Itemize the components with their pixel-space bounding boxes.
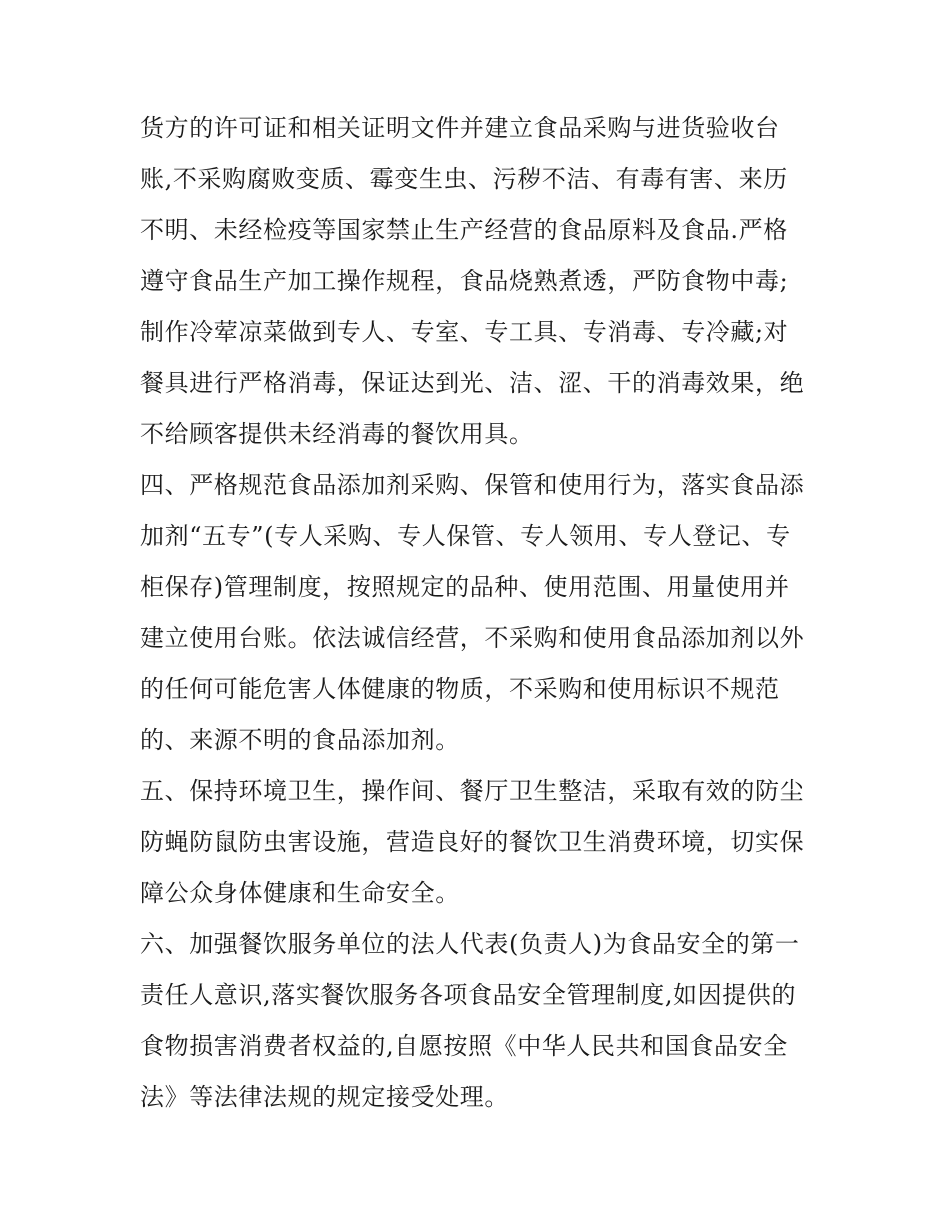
text-line: 货方的许可证和相关证明文件并建立食品采购与进货验收台 [140,114,780,142]
text-line: 防蝇防鼠防虫害设施，营造良好的餐饮卫生消费环境，切实保 [140,828,805,856]
section-five-line: 五、保持环境卫生，操作间、餐厅卫生整洁，采取有效的防尘 [140,777,805,805]
text-line: 柜保存)管理制度，按照规定的品种、使用范围、用量使用并 [140,573,790,601]
text-line: 制作冷荤凉菜做到专人、专室、专工具、专消毒、专冷藏;对 [140,318,789,346]
section-six-line: 六、加强餐饮服务单位的法人代表(负责人)为食品安全的第一 [140,930,800,958]
section-four-line: 四、严格规范食品添加剂采购、保管和使用行为，落实食品添 [140,471,805,499]
text-line: 食物损害消费者权益的,自愿按照《中华人民共和国食品安全 [140,1032,788,1060]
text-line: 障公众身体健康和生命安全。 [140,879,460,907]
text-line: 的、来源不明的食品添加剂。 [140,726,460,754]
text-line: 遵守食品生产加工操作规程，食品烧熟煮透，严防食物中毒; [140,267,789,295]
document-body [140,103,820,1123]
text-line: 法》等法律法规的规定接受处理。 [140,1083,509,1111]
text-line: 不给顾客提供未经消毒的餐饮用具。 [140,420,534,448]
text-line: 的任何可能危害人体健康的物质，不采购和使用标识不规范 [140,675,780,703]
text-line: 餐具进行严格消毒，保证达到光、洁、涩、干的消毒效果，绝 [140,369,805,397]
text-line: 加剂“五专”(专人采购、专人保管、专人领用、专人登记、专 [140,522,791,550]
text-line: 责任人意识,落实餐饮服务各项食品安全管理制度,如因提供的 [140,981,797,1009]
text-line: 账,不采购腐败变质、霉变生虫、污秽不洁、有毒有害、来历 [140,165,788,193]
text-line: 不明、未经检疫等国家禁止生产经营的食品原料及食品.严格 [140,216,788,244]
text-line: 建立使用台账。依法诚信经营，不采购和使用食品添加剂以外 [140,624,805,652]
